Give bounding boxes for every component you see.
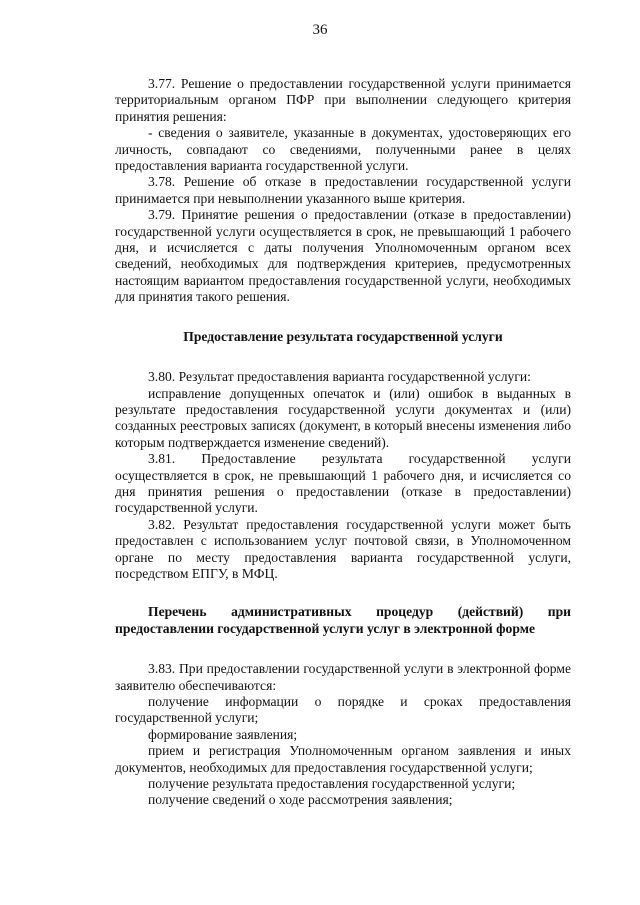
paragraph-3-83: 3.83. При предоставлении государственной услуги в электронной форме заявителю обеспечиваются: [115,661,571,693]
list-item-reception: прием и регистрация Уполномоченным органом заявления и иных документов, необходимых для предоставления государственной услуги; [115,743,571,775]
page-number: 36 [312,22,328,38]
paragraph-criterion: - сведения о заявителе, указанные в документах, удостоверяющих его личность, совпадают со сведениями, полученными ранее в целях предоставления варианта государственной услуги. [115,125,571,174]
paragraph-3-82: 3.82. Результат предоставления государственной услуги может быть предоставлен с использованием услуг почтовой связи, в Уполномоченном органе по месту предоставления варианта государственной услуги, посредством ЕПГУ, в МФЦ. [115,516,571,581]
section-heading-result: Предоставление результата государственной услуги [183,328,503,344]
paragraph-3-78: 3.78. Решение об отказе в предоставлении государственной услуги принимается при невыполнении указанного выше критерия. [115,174,571,206]
list-item-form: формирование заявления; [148,726,298,742]
list-item-info: получение информации о порядке и сроках предоставления государственной услуги; [115,694,571,726]
paragraph-correction: исправление допущенных опечаток и (или) ошибок в выданных в результате предоставления государственной услуги документах и (или) созданных реестровых записях (документ, в который внесены изменения либо которым подтверждается изменение сведений). [115,385,571,450]
list-item-result: получение результата предоставления государственной услуги; [148,776,516,792]
paragraph-3-80: 3.80. Результат предоставления варианта государственной услуги: [148,369,531,385]
paragraph-3-81: 3.81. Предоставление результата государственной услуги осуществляется в срок, не превышающий 1 рабочего дня, и исчисляется со дня принятия решения о предоставлении (отказе в предоставлении) государственной услуги. [115,451,571,516]
paragraph-3-79: 3.79. Принятие решения о предоставлении (отказе в предоставлении) государственной услуги осуществляется в срок, не превышающий 1 рабочего дня, и исчисляется с даты получения Уполномоченным органом всех сведений, необходимых для подтверждения критериев, предусмотренных настоящим вариантом предоставления государственной услуги, необходимых для принятия такого решения. [115,207,571,305]
section-heading-procedures: Перечень административных процедур (действий) при предоставлении государственной услуги услуг в электронной форме [115,604,571,636]
paragraph-3-77: 3.77. Решение о предоставлении государственной услуги принимается территориальным органом ПФР при выполнении следующего критерия принятия решения: [115,76,571,124]
list-item-status: получение сведений о ходе рассмотрения заявления; [148,792,453,808]
document-body [115,76,571,809]
